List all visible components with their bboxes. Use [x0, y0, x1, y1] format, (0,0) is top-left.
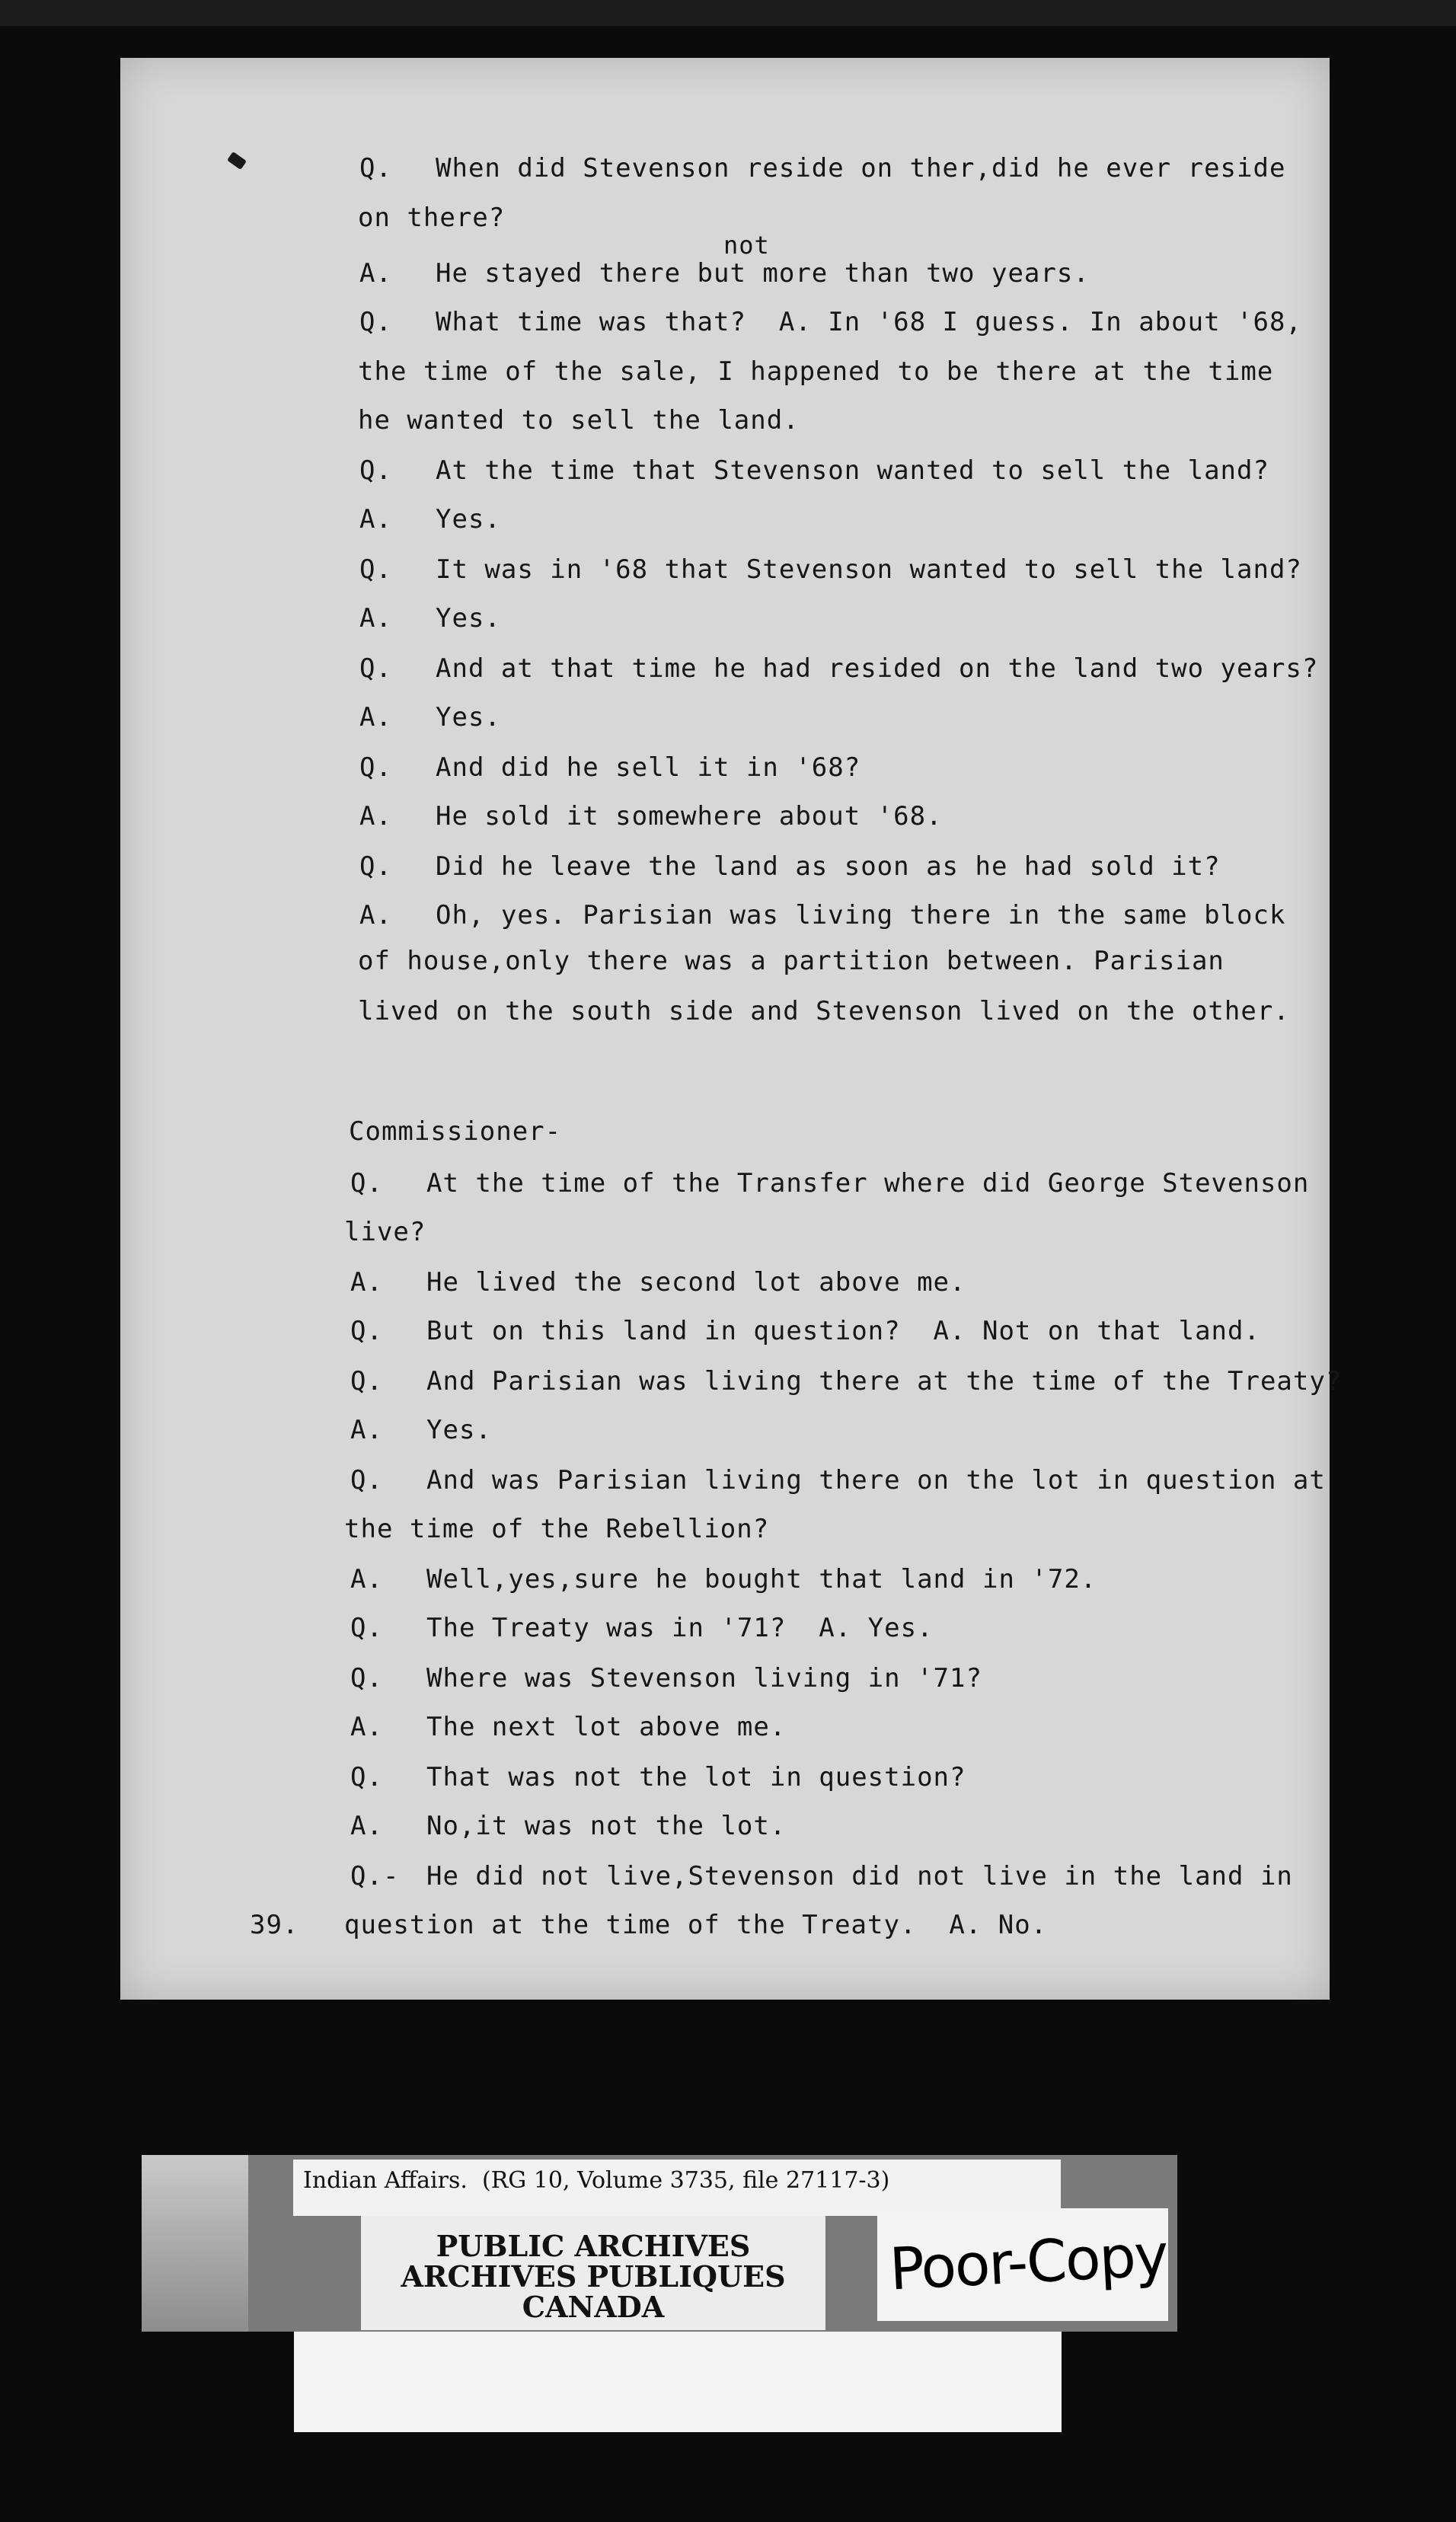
transcript-line: [350, 1613, 934, 1643]
transcript-line: [359, 258, 1090, 289]
archive-stamp: [361, 2216, 825, 2330]
speaker-label: Q.: [359, 455, 392, 486]
speaker-label: Q.: [350, 1663, 383, 1694]
transcript-line: [350, 1267, 966, 1298]
line-text: And at that time he had resided on the land two years?: [436, 653, 1319, 684]
line-text: Yes.: [436, 702, 501, 733]
transcript-line: [350, 1712, 786, 1742]
line-text: live?: [344, 1217, 426, 1247]
speaker-label: A.: [350, 1712, 383, 1742]
archive-name-en: PUBLIC ARCHIVES: [436, 2229, 751, 2263]
section-heading: Commissioner-: [349, 1116, 562, 1147]
line-text: He sold it somewhere about '68.: [436, 801, 943, 832]
speaker-label: Q.: [350, 1168, 383, 1199]
line-text: question at the time of the Treaty. A. No.: [344, 1910, 1048, 1940]
transcript-line: [350, 1168, 1309, 1199]
line-text: And was Parisian living there on the lot in question at: [426, 1465, 1326, 1496]
line-text: Yes.: [436, 603, 501, 634]
line-text: of house,only there was a partition between. Parisian: [358, 946, 1225, 976]
label-blank-area: [294, 2332, 1062, 2432]
line-text: Oh, yes. Parisian was living there in the same block: [436, 900, 1286, 931]
line-text: He lived the second lot above me.: [426, 1267, 966, 1298]
speaker-label: A.: [359, 258, 392, 289]
transcript-line: [359, 653, 1318, 684]
line-text: And did he sell it in '68?: [436, 752, 861, 783]
line-text: on there?: [358, 203, 506, 233]
speaker-label: Q.: [359, 752, 392, 783]
speaker-label: Q.-: [350, 1861, 400, 1892]
speaker-label: Q.: [350, 1613, 383, 1643]
speaker-label: Q.: [359, 153, 392, 184]
transcript-line: [350, 1564, 1097, 1595]
line-text: Well,yes,sure he bought that land in '72.: [426, 1564, 1097, 1595]
line-text: He did not live,Stevenson did not live in the land in: [426, 1861, 1293, 1892]
transcript-line: [350, 1366, 1342, 1397]
speaker-label: A.: [359, 801, 392, 832]
line-text: The next lot above me.: [426, 1712, 787, 1742]
line-text: the time of the sale, I happened to be there at the time: [358, 356, 1274, 387]
speaker-label: Q.: [350, 1366, 383, 1397]
transcript-line: [350, 1663, 982, 1694]
line-text: That was not the lot in question?: [426, 1762, 966, 1793]
line-text: Did he leave the land as soon as he had sold it?: [436, 851, 1221, 882]
speaker-label: A.: [350, 1564, 383, 1595]
speaker-label: A.: [350, 1811, 383, 1841]
transcript-line: [358, 405, 800, 436]
speaker-label: A.: [359, 702, 392, 733]
speaker-label: Q.: [350, 1762, 383, 1793]
transcript-line: [359, 900, 1285, 931]
transcript-line: [359, 554, 1302, 585]
transcript-line: [358, 996, 1290, 1026]
transcript-line: [359, 504, 501, 535]
speaker-label: Q.: [350, 1316, 383, 1346]
transcript-line: [350, 1762, 966, 1793]
handwritten-insertion: not: [723, 231, 770, 260]
speaker-label: Q.: [359, 307, 392, 337]
transcript-line: [350, 1465, 1326, 1496]
line-text: At the time of the Transfer where did George Stevenson: [426, 1168, 1310, 1199]
speaker-label: Q.: [350, 1465, 383, 1496]
page-number: 39.: [250, 1910, 299, 1940]
transcript-line: [358, 356, 1273, 387]
archive-reference: Indian Affairs. (RG 10, Volume 3735, file 27117-3): [303, 2167, 890, 2194]
speaker-label: A.: [350, 1415, 383, 1445]
line-text: He stayed there but more than two years.: [436, 258, 1090, 289]
document-page: [120, 58, 1343, 2000]
scan-top-edge: [0, 0, 1456, 26]
line-text: the time of the Rebellion?: [344, 1514, 770, 1544]
transcript-line: [350, 1861, 1293, 1892]
archive-country: CANADA: [522, 2290, 665, 2324]
line-text: And Parisian was living there at the time of the Treaty?: [426, 1366, 1343, 1397]
transcript-line: [359, 752, 861, 783]
transcript-line: [358, 946, 1225, 976]
testimony-transcript: [120, 58, 1343, 2000]
speaker-label: Q.: [359, 653, 392, 684]
speaker-label: A.: [359, 504, 392, 535]
line-text: The Treaty was in '71? A. Yes.: [426, 1613, 934, 1643]
transcript-line: [359, 153, 1285, 184]
line-text: Where was Stevenson living in '71?: [426, 1663, 982, 1694]
line-text: Yes.: [436, 504, 501, 535]
transcript-line: [350, 1415, 492, 1445]
archive-name-fr: ARCHIVES PUBLIQUES: [401, 2259, 786, 2294]
transcript-line: [359, 801, 943, 832]
transcript-line: [344, 1514, 769, 1544]
poor-copy-stamp: Poor-Copy: [887, 2220, 1169, 2303]
line-text: But on this land in question? A. Not on that land.: [426, 1316, 1260, 1346]
speaker-label: Q.: [359, 554, 392, 585]
line-text: lived on the south side and Stevenson lived on the other.: [358, 996, 1290, 1026]
speaker-label: A.: [359, 900, 392, 931]
transcript-line: [344, 1910, 1047, 1940]
transcript-line: [350, 1811, 786, 1841]
line-text: It was in '68 that Stevenson wanted to sell the land?: [436, 554, 1302, 585]
transcript-line: [359, 702, 501, 733]
line-text: At the time that Stevenson wanted to sell the land?: [436, 455, 1269, 486]
transcript-line: [350, 1316, 1260, 1346]
label-tab: [142, 2155, 248, 2332]
transcript-line: [359, 307, 1302, 337]
line-text: he wanted to sell the land.: [358, 405, 800, 436]
transcript-line: [344, 1217, 426, 1247]
speaker-label: A.: [350, 1267, 383, 1298]
transcript-line: [358, 203, 505, 233]
transcript-line: [359, 455, 1269, 486]
transcript-line: [359, 851, 1221, 882]
speaker-label: A.: [359, 603, 392, 634]
speaker-label: Q.: [359, 851, 392, 882]
line-text: When did Stevenson reside on ther,did he ever reside: [436, 153, 1286, 184]
line-text: What time was that? A. In '68 I guess. In about '68,: [436, 307, 1302, 337]
line-text: No,it was not the lot.: [426, 1811, 787, 1841]
line-text: Yes.: [426, 1415, 492, 1445]
transcript-line: [359, 603, 501, 634]
